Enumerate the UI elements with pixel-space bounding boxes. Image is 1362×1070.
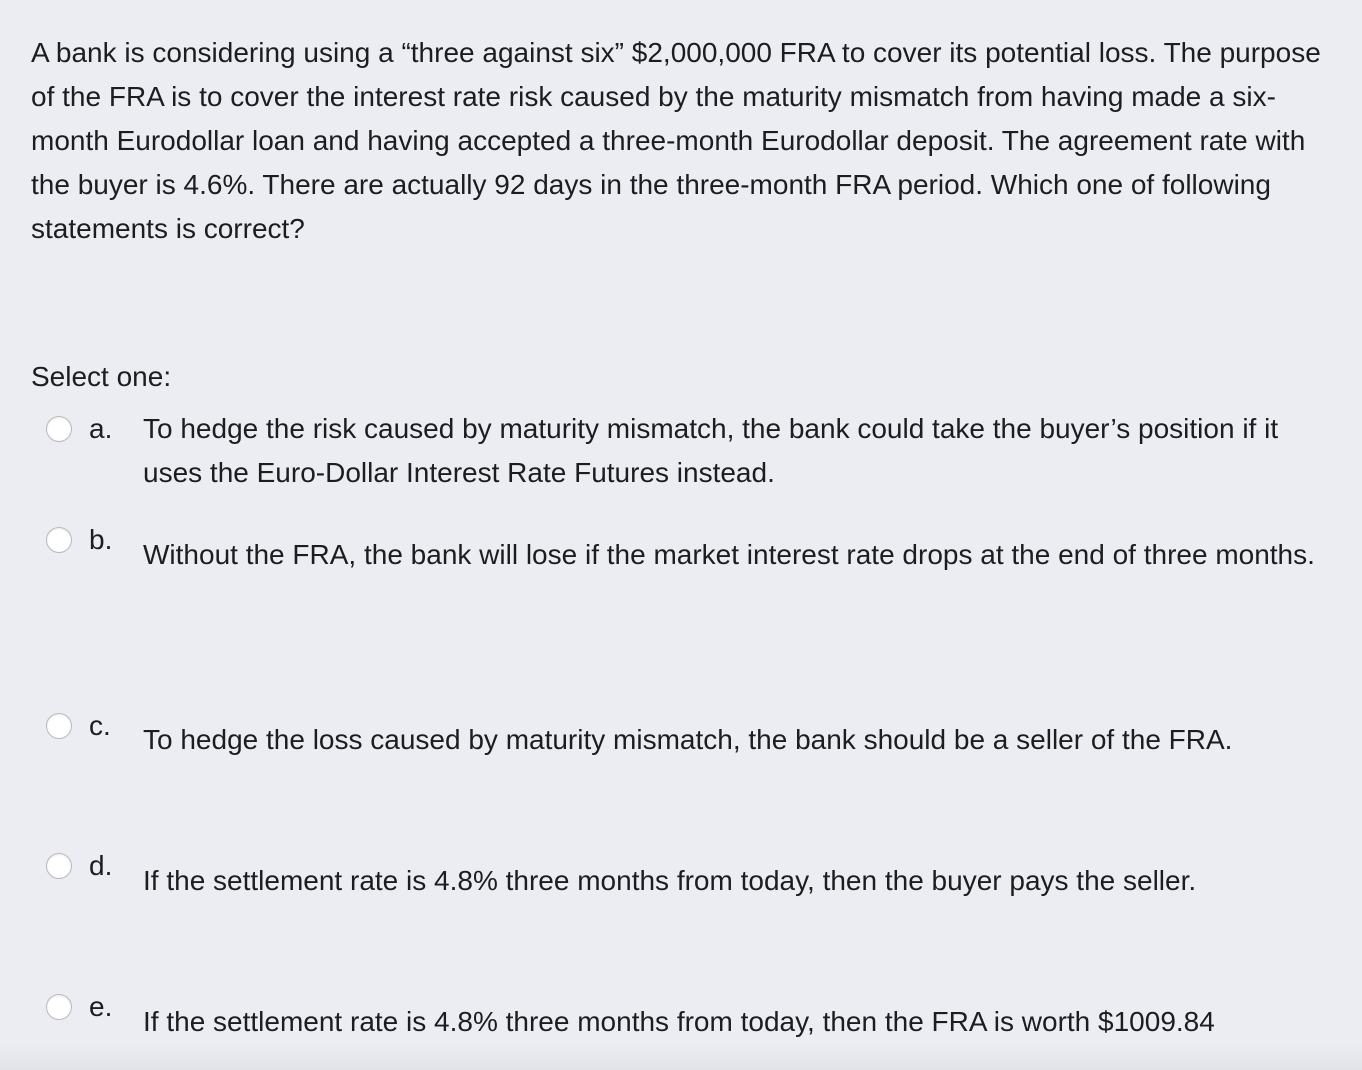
bottom-fade (0, 1044, 1362, 1070)
option-d-text[interactable]: If the settlement rate is 4.8% three months from today, then the buyer pays the seller. (143, 865, 1197, 896)
option-d-radio[interactable] (46, 853, 72, 879)
option-e-radio[interactable] (46, 994, 72, 1020)
option-b-letter: b. (89, 524, 113, 555)
option-e-letter: e. (89, 991, 113, 1022)
select-one-label: Select one: (31, 361, 172, 392)
option-c-text[interactable]: To hedge the loss caused by maturity mismatch, the bank should be a seller of the FRA. (143, 724, 1233, 755)
option-d-letter: d. (89, 850, 113, 881)
option-a-text[interactable]: To hedge the risk caused by maturity mismatch, the bank could take the buyer’s position if it uses the Euro-Dollar Interest Rate Futures instead. (143, 413, 1279, 488)
option-e-text[interactable]: If the settlement rate is 4.8% three months from today, then the FRA is worth $1009.84 (143, 1006, 1215, 1037)
option-b-text[interactable]: Without the FRA, the bank will lose if the market interest rate drops at the end of three months. (143, 539, 1315, 570)
option-c-letter: c. (89, 710, 111, 741)
option-a-radio[interactable] (46, 416, 72, 442)
option-a-letter: a. (89, 413, 113, 444)
option-c-radio[interactable] (46, 713, 72, 739)
question-text: A bank is considering using a “three against six” $2,000,000 FRA to cover its potential loss. The purpose of the FRA is to cover the interest rate risk caused by the maturity mismatch from having made a six-month Eurodollar loan and having accepted a three-month Eurodollar deposit. The agreement rate with the buyer is 4.6%. There are actually 92 days in the three-month FRA period. Which one of following statements is correct? (31, 37, 1321, 244)
option-b-radio[interactable] (46, 527, 72, 553)
